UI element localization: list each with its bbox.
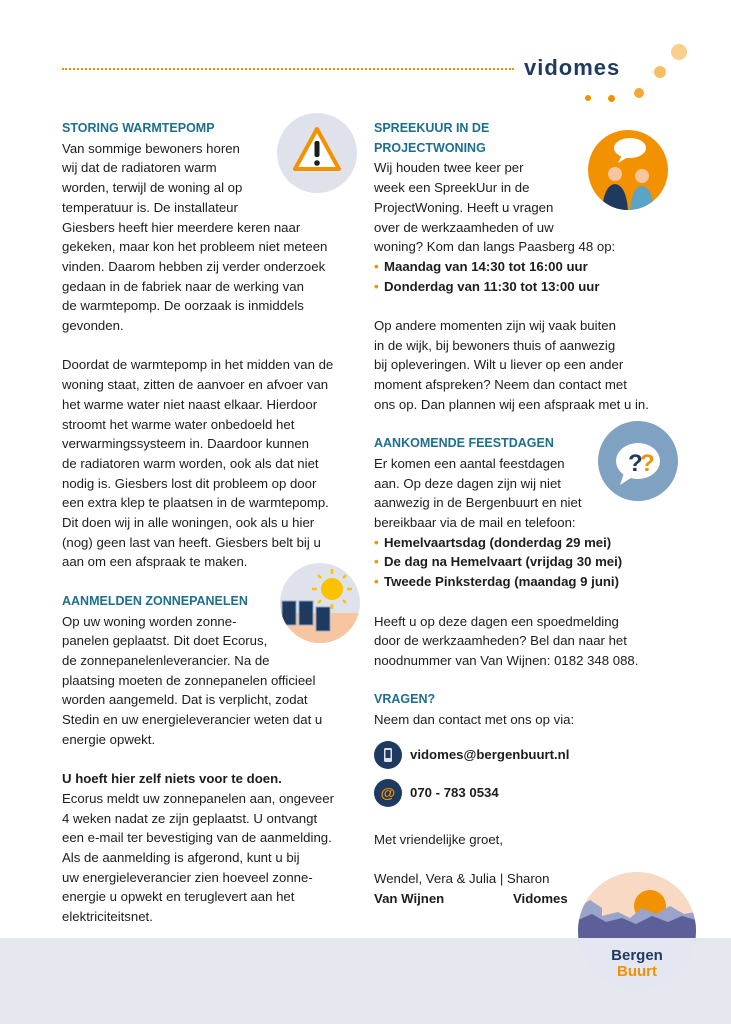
phone-mail-icon — [374, 741, 402, 769]
list-item: • Maandag van 14:30 tot 16:00 uur — [374, 257, 674, 277]
greeting: Met vriendelijke groet, — [374, 831, 504, 847]
vidomes-logo — [524, 54, 622, 88]
paragraph: Wij houden twee keer per week een SpreekUur in de ProjectWoning. Heeft u vragen over de werkzaamheden of uw woning? Kom dan langs Paasberg 48 op: — [374, 160, 616, 255]
solar-panel-icon — [280, 563, 360, 643]
heading-aanmelden-zonnepanelen: AANMELDEN ZONNEPANELEN — [62, 593, 248, 608]
org-van-wijnen: Van Wijnen — [374, 890, 445, 906]
left-column — [62, 119, 358, 927]
heading-feestdagen: AANKOMENDE FEESTDAGEN — [374, 436, 554, 451]
heading-storing-warmtepomp: STORING WARMTEPOMP — [62, 121, 215, 135]
question-bubble-icon — [598, 421, 678, 501]
conversation-icon — [588, 130, 668, 210]
paragraph: Op andere momenten zijn wij vaak buiten in de wijk, bij bewoners thuis of aanwezig bij opleveringen. Wilt u liever op een ander moment afspreken? Neem dan contact met ons op. Dan plannen wij een afspraak met u in. — [374, 318, 649, 412]
right-column — [374, 119, 674, 909]
paragraph: Op uw woning worden zonne- panelen geplaatst. Dit doet Ecorus, de zonnepanelenleverancier. Na de plaatsing moeten de zonnepanelen officieel worden aangemeld. Dat is verplicht, zodat Stedin en uw energieleverancier weten dat u energie opwekt. — [62, 613, 323, 747]
paragraph: Doordat de warmtepomp in het midden van de woning staat, zitten de aanvoer en afvoer van het warme water niet naast elkaar. Hierdoor stroomt het warme water onbedoeld het verwarmingssysteem in. Daardoor kunnen de radiatoren warm worden, ook als dat niet nodig is. Giesbers lost dit probleem op door een extra klep te plaatsen in de warmtepomp. Dit doen wij in alle woningen, ook als u hier (nog) geen last van heeft. Giesbers belt bij u aan om een afspraak te maken. — [62, 357, 334, 570]
badge-line-1: Bergen — [611, 947, 663, 964]
email-row[interactable] — [374, 736, 674, 774]
bold-statement: U hoeft hier zelf niets voor te doen. — [62, 771, 282, 787]
warning-icon — [277, 113, 357, 193]
bergen-buurt-logo — [578, 872, 696, 990]
email-link[interactable]: vidomes@bergenbuurt.nl — [410, 746, 570, 762]
list-item: • Hemelvaartsdag (donderdag 29 mei) — [374, 533, 674, 553]
logo-text: vidomes — [524, 55, 621, 80]
badge-line-2: Buurt — [617, 963, 657, 980]
phone-number[interactable]: 070 - 783 0534 — [410, 784, 499, 800]
paragraph: Heeft u op deze dagen een spoedmelding door de werkzaamheden? Bel dan naar het noodnummer van Van Wijnen: 0182 348 088. — [374, 613, 639, 668]
decor-dot — [608, 95, 615, 102]
svg-text:?: ? — [628, 450, 643, 477]
contact-intro: Neem dan contact met ons op via: — [374, 712, 575, 728]
at-sign-icon — [374, 779, 402, 807]
list-item: • Tweede Pinksterdag (maandag 9 juni) — [374, 572, 674, 592]
holiday-list — [374, 533, 674, 592]
phone-row[interactable] — [374, 774, 674, 812]
decor-dot — [654, 66, 666, 78]
decor-dot — [585, 95, 591, 101]
signature-names: Wendel, Vera & Julia | Sharon — [374, 871, 550, 887]
decor-dot — [671, 44, 687, 60]
org-vidomes: Vidomes — [513, 890, 568, 906]
heading-spreekuur: SPREEKUUR IN DE PROJECTWONING — [374, 121, 490, 155]
svg-text:@: @ — [380, 784, 396, 802]
decor-dot — [634, 88, 644, 98]
list-item: • Donderdag van 11:30 tot 13:00 uur — [374, 277, 674, 297]
list-item: • De dag na Hemelvaart (vrijdag 30 mei) — [374, 552, 674, 572]
dotted-line — [62, 68, 514, 70]
paragraph: Er komen een aantal feestdagen aan. Op deze dagen zijn wij niet aanwezig in de Bergenbuurt en niet bereikbaar via de mail en telefoon: — [374, 455, 582, 531]
svg-text:?: ? — [640, 450, 655, 477]
heading-vragen: VRAGEN? — [374, 692, 436, 707]
paragraph: Van sommige bewoners horen wij dat de radiatoren warm worden, terwijl de woning al op temperatuur is. De installateur Giesbers heeft hier meerdere keren naar gekeken, maar kon het probleem niet meteen vinden. Daarom hebben zij verder onderzoek gedaan in de fabriek naar de werking van de warmtepomp. De oorzaak is inmiddels gevonden. — [62, 140, 328, 334]
paragraph: Ecorus meldt uw zonnepanelen aan, ongeveer 4 weken nadat ze zijn geplaatst. U ontvangt een e-mail ter bevestiging van de aanmelding. Als de aanmelding is afgerond, kunt u bij uw energieleverancier zien hoeveel zonne- energie u opwekt en teruglevert aan het elektriciteitsnet. — [62, 790, 334, 925]
spreekuur-times — [374, 257, 674, 296]
